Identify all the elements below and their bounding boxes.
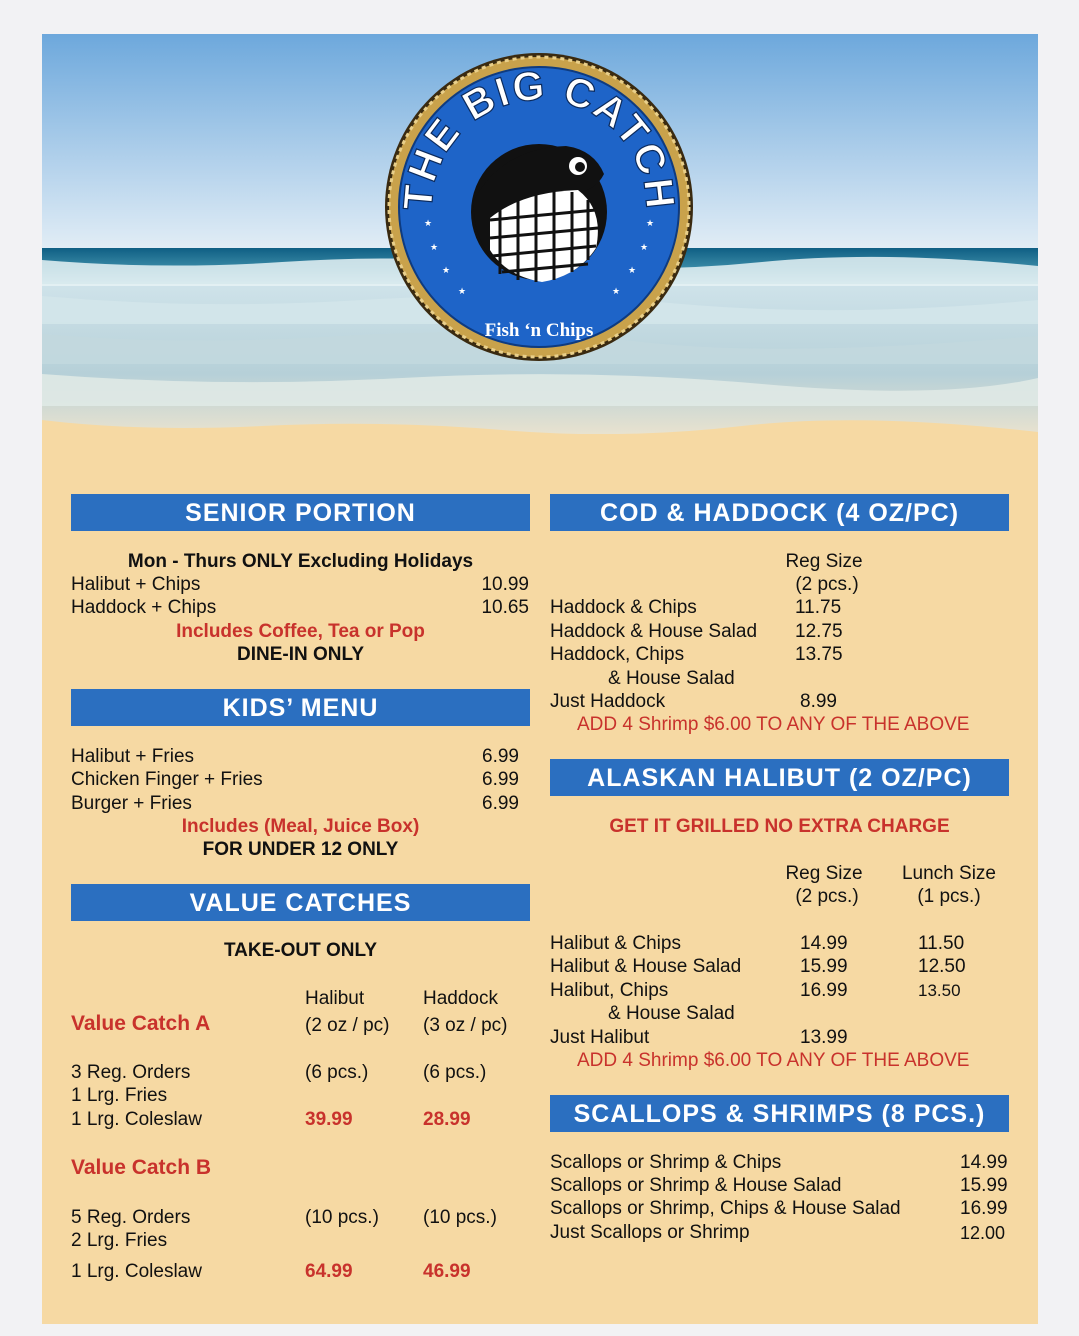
senior-item-name: Halibut + Chips — [71, 574, 201, 595]
senior-item-name: Haddock + Chips — [71, 597, 217, 618]
svg-text:★: ★ — [424, 219, 433, 229]
value-col-haddock-head: Haddock — [423, 988, 498, 1009]
kids-item-price: 6.99 — [482, 769, 519, 790]
cod-reg-size-sub: (2 pcs.) — [795, 574, 859, 595]
scallops-item-name: Scallops or Shrimp, Chips & House Salad — [550, 1198, 901, 1219]
svg-text:★: ★ — [442, 266, 451, 276]
halibut-reg-size-sub: (2 pcs.) — [795, 886, 859, 907]
value-a-haddock-size: (3 oz / pc) — [423, 1015, 508, 1036]
cod-item-price: 12.75 — [795, 621, 843, 642]
value-a-haddock-pcs: (6 pcs.) — [423, 1062, 487, 1083]
halibut-just-name: Just Halibut — [550, 1027, 650, 1048]
kids-item-name: Chicken Finger + Fries — [71, 769, 263, 790]
logo-arc-text: THE BIG CATCH — [394, 62, 684, 213]
halibut-addon: ADD 4 Shrimp $6.00 TO ANY OF THE ABOVE — [577, 1050, 970, 1071]
kids-restriction: FOR UNDER 12 ONLY — [202, 839, 399, 860]
value-b-line: 2 Lrg. Fries — [71, 1230, 168, 1251]
halibut-item-reg-price: 16.99 — [800, 980, 848, 1001]
cod-item-name: Haddock & House Salad — [550, 621, 758, 642]
halibut-grilled-note: GET IT GRILLED NO EXTRA CHARGE — [609, 816, 950, 837]
kids-item-price: 6.99 — [482, 746, 519, 767]
kids-includes: Includes (Meal, Juice Box) — [181, 816, 420, 837]
halibut-just-price: 13.99 — [800, 1027, 848, 1048]
halibut-lunch-size-head: Lunch Size — [901, 863, 996, 884]
value-catches-header: VALUE CATCHES — [71, 884, 530, 921]
svg-text:★: ★ — [458, 287, 467, 297]
scallops-item-price: 15.99 — [960, 1175, 1008, 1196]
halibut-item-name: Halibut & House Salad — [550, 956, 742, 977]
cod-item-name: Haddock & Chips — [550, 597, 697, 618]
value-catch-a-title: Value Catch A — [71, 1012, 211, 1035]
cod-item-name: Haddock, Chips — [550, 644, 685, 665]
the-big-catch-logo — [382, 50, 696, 364]
senior-item-price: 10.65 — [481, 597, 529, 618]
halibut-lunch-size-sub: (1 pcs.) — [917, 886, 981, 907]
svg-text:★: ★ — [430, 243, 439, 253]
value-b-halibut-pcs: (10 pcs.) — [305, 1207, 379, 1228]
value-col-halibut-head: Halibut — [305, 988, 365, 1009]
cod-item-cont: & House Salad — [608, 668, 735, 689]
value-b-halibut-price: 64.99 — [305, 1261, 353, 1282]
value-a-line: 3 Reg. Orders — [71, 1062, 191, 1083]
value-a-line: 1 Lrg. Fries — [71, 1085, 168, 1106]
scallops-item-price: 14.99 — [960, 1152, 1008, 1173]
svg-text:★: ★ — [612, 287, 621, 297]
halibut-item-cont: & House Salad — [608, 1003, 735, 1024]
scallops-item-name: Just Scallops or Shrimp — [550, 1222, 750, 1243]
value-b-line: 1 Lrg. Coleslaw — [71, 1261, 202, 1282]
halibut-item-lunch-price: 11.50 — [918, 933, 965, 954]
kids-menu-header: KIDS’ MENU — [71, 689, 530, 726]
cod-addon: ADD 4 Shrimp $6.00 TO ANY OF THE ABOVE — [577, 714, 970, 735]
value-a-halibut-price: 39.99 — [305, 1109, 353, 1130]
halibut-item-name: Halibut, Chips — [550, 980, 669, 1001]
value-a-line: 1 Lrg. Coleslaw — [71, 1109, 202, 1130]
logo-tagline: Fish ‘n Chips — [484, 320, 594, 341]
senior-includes: Includes Coffee, Tea or Pop — [176, 621, 425, 642]
value-a-halibut-pcs: (6 pcs.) — [305, 1062, 369, 1083]
halibut-reg-size-head: Reg Size — [785, 863, 863, 884]
cod-item-price: 11.75 — [795, 597, 842, 618]
senior-note: Mon - Thurs ONLY Excluding Holidays — [127, 551, 474, 572]
svg-text:★: ★ — [640, 243, 649, 253]
menu-board — [42, 34, 1038, 1324]
scallops-item-name: Scallops or Shrimp & Chips — [550, 1152, 782, 1173]
scallops-shrimps-header: SCALLOPS & SHRIMPS (8 PCS.) — [550, 1095, 1009, 1132]
value-catch-b-title: Value Catch B — [71, 1156, 212, 1179]
cod-reg-size-head: Reg Size — [785, 551, 863, 572]
cod-just-name: Just Haddock — [550, 691, 666, 712]
value-b-haddock-pcs: (10 pcs.) — [423, 1207, 497, 1228]
senior-item-price: 10.99 — [481, 574, 529, 595]
cod-haddock-header: COD & HADDOCK (4 OZ/PC) — [550, 494, 1009, 531]
senior-restriction: DINE-IN ONLY — [236, 644, 365, 665]
kids-item-name: Burger + Fries — [71, 793, 192, 814]
alaskan-halibut-header: ALASKAN HALIBUT (2 OZ/PC) — [550, 759, 1009, 796]
halibut-item-reg-price: 15.99 — [800, 956, 848, 977]
cod-just-price: 8.99 — [800, 691, 837, 712]
scallops-item-name: Scallops or Shrimp & House Salad — [550, 1175, 842, 1196]
halibut-item-lunch-price: 12.50 — [918, 956, 966, 977]
halibut-item-name: Halibut & Chips — [550, 933, 681, 954]
value-b-haddock-price: 46.99 — [423, 1261, 471, 1282]
value-b-line: 5 Reg. Orders — [71, 1207, 191, 1228]
kids-item-name: Halibut + Fries — [71, 746, 195, 767]
cod-item-price: 13.75 — [795, 644, 843, 665]
halibut-item-lunch-price: 13.50 — [918, 981, 961, 1000]
value-a-halibut-size: (2 oz / pc) — [305, 1015, 390, 1036]
value-note: TAKE-OUT ONLY — [223, 940, 378, 961]
svg-text:★: ★ — [628, 266, 637, 276]
kids-item-price: 6.99 — [482, 793, 519, 814]
scallops-item-price: 12.00 — [960, 1223, 1006, 1243]
senior-portion-header: SENIOR PORTION — [71, 494, 530, 531]
svg-text:★: ★ — [646, 219, 655, 229]
scallops-item-price: 16.99 — [960, 1198, 1008, 1219]
value-a-haddock-price: 28.99 — [423, 1109, 471, 1130]
halibut-item-reg-price: 14.99 — [800, 933, 848, 954]
